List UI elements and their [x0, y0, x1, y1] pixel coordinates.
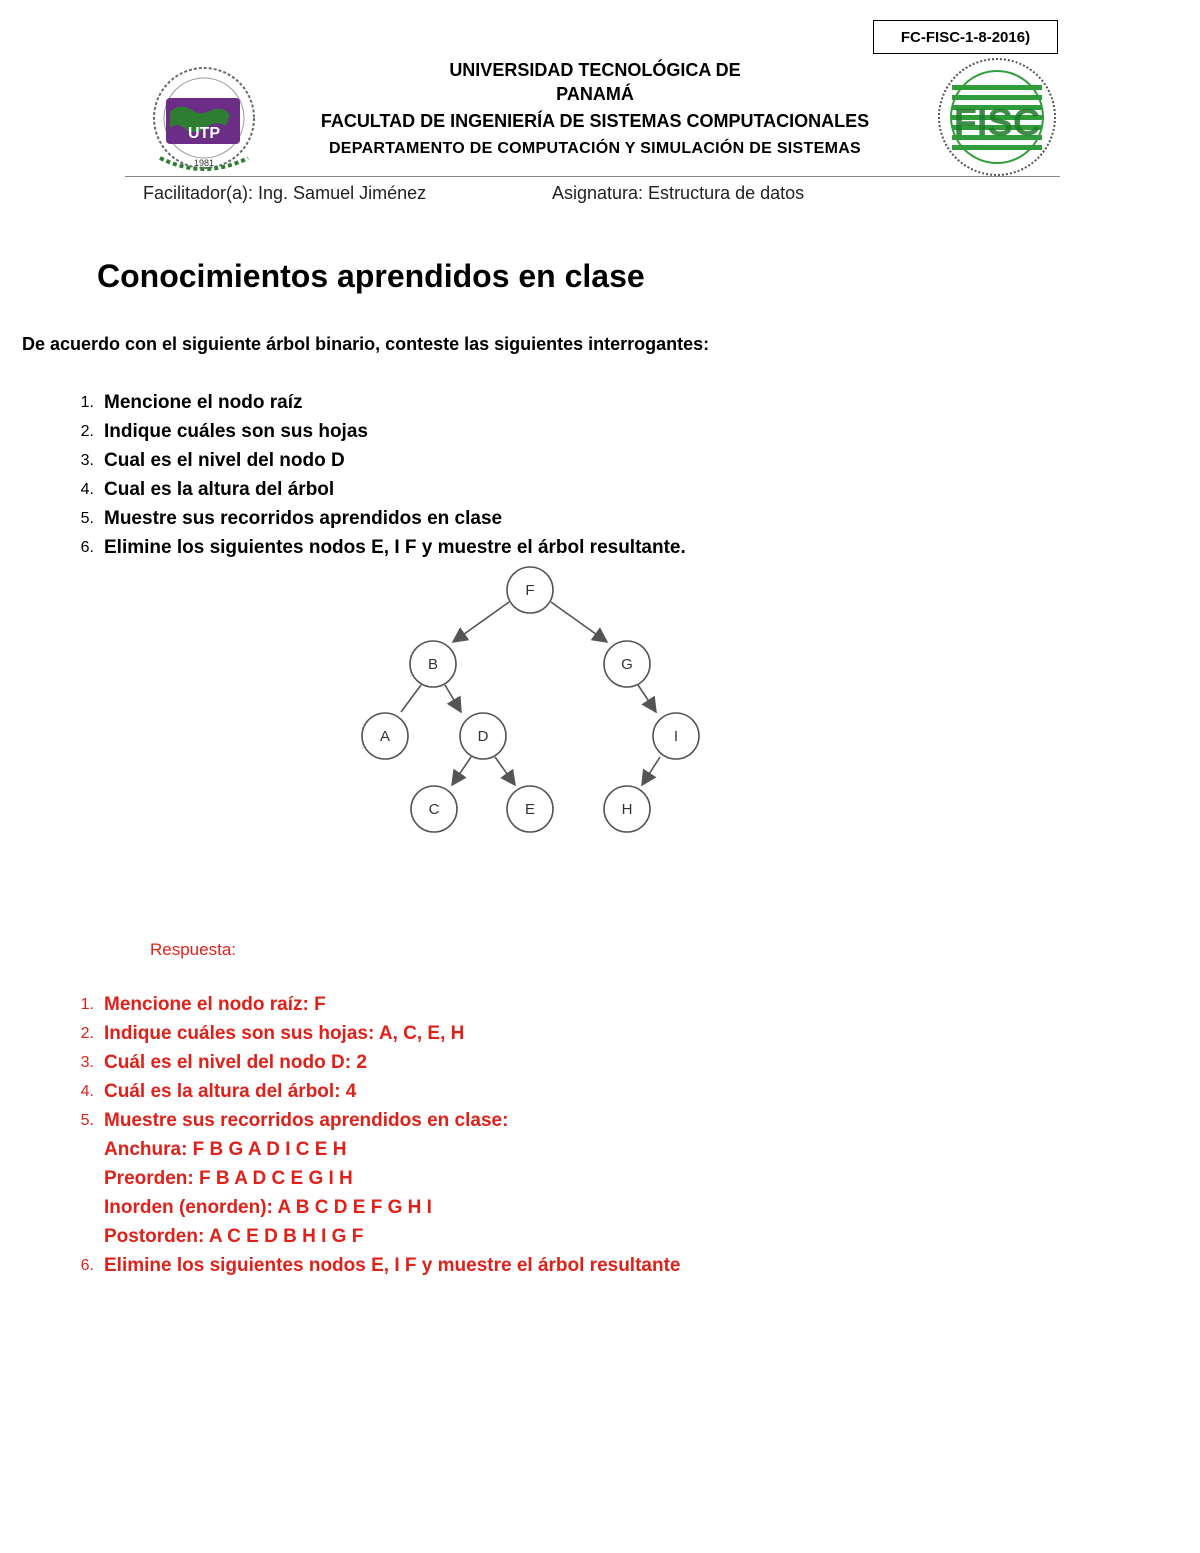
tree-node-label: A — [379, 728, 391, 745]
fisc-logo — [930, 55, 1065, 180]
faculty-name: FACULTAD DE INGENIERÍA DE SISTEMAS COMPUTACIONALES — [320, 111, 870, 131]
traversal-inorder: Inorden (enorden): A B C D E F G H I — [104, 1197, 432, 1218]
edge-D-E — [495, 757, 515, 785]
tree-node-label: G — [621, 656, 633, 673]
tree-node-label: F — [525, 582, 535, 599]
tree-node-label: E — [524, 801, 536, 818]
question-item: 6. Elimine los siguientes nodos E, I F y muestre el árbol resultante. — [80, 537, 686, 558]
tree-node-label: H — [621, 801, 633, 818]
answer-item: 2. Indique cuáles son sus hojas: A, C, E, H — [80, 1023, 465, 1044]
question-item: 3. Cual es el nivel del nodo D — [80, 450, 345, 471]
tree-node-label: B — [427, 656, 439, 673]
department-name: DEPARTAMENTO DE COMPUTACIÓN Y SIMULACIÓN DE SISTEMAS — [328, 140, 862, 157]
question-item: 5. Muestre sus recorridos aprendidos en clase — [80, 508, 503, 529]
document-code: FC-FISC-1-8-2016) — [873, 20, 1058, 54]
question-item: 1. Mencione el nodo raíz — [80, 392, 303, 413]
answer-item: 1. Mencione el nodo raíz: F — [80, 994, 326, 1015]
edge-I-H — [642, 757, 660, 785]
answer-label: Respuesta: — [150, 940, 236, 959]
header-divider — [125, 176, 1060, 177]
tree-node-label: C — [428, 801, 440, 818]
university-name-line1: UNIVERSIDAD TECNOLÓGICA DE — [449, 60, 741, 80]
intro-text: De acuerdo con el siguiente árbol binario, conteste las siguientes interrogantes: — [22, 334, 710, 354]
edge-B-D — [445, 685, 461, 712]
facilitator: Facilitador(a): Ing. Samuel Jiménez — [143, 183, 427, 203]
question-list — [80, 388, 686, 562]
answer-item: 6. Elimine los siguientes nodos E, I F y muestre el árbol resultante — [80, 1255, 681, 1276]
tree-node-label: D — [477, 728, 489, 745]
tree-node-label: I — [673, 728, 679, 745]
subject: Asignatura: Estructura de datos — [552, 183, 805, 203]
edge-F-B — [453, 602, 509, 642]
utp-logo — [140, 62, 268, 180]
answer-item: 4. Cuál es la altura del árbol: 4 — [80, 1081, 357, 1102]
page-title: Conocimientos aprendidos en clase — [97, 258, 645, 294]
answer-item: 3. Cuál es el nivel del nodo D: 2 — [80, 1052, 367, 1073]
binary-tree-diagram — [355, 560, 715, 840]
edge-F-G — [551, 602, 607, 642]
question-item: 4. Cual es la altura del árbol — [80, 479, 335, 500]
utp-logo-text: UTP — [188, 125, 220, 142]
fisc-logo-text: FISC — [953, 102, 1041, 144]
edge-G-I — [638, 685, 656, 712]
traversal-breadth: Anchura: F B G A D I C E H — [104, 1139, 347, 1160]
edge-B-A — [401, 685, 421, 712]
university-name-line2: PANAMÁ — [556, 84, 634, 104]
edge-D-C — [452, 757, 471, 785]
question-item: 2. Indique cuáles son sus hojas — [80, 421, 368, 442]
traversal-preorder: Preorden: F B A D C E G I H — [104, 1168, 353, 1189]
traversal-postorder: Postorden: A C E D B H I G F — [104, 1226, 364, 1247]
utp-logo-year: 1981 — [193, 158, 215, 168]
answer-list — [80, 990, 681, 1280]
answer-item: 5. Muestre sus recorridos aprendidos en clase: Anchura: F B G A D I C E H Preorden: F B A D C E G I H Inorden (enorden): A B C D E F G H I Postorden: A C E D B H I G F — [104, 1106, 681, 1251]
